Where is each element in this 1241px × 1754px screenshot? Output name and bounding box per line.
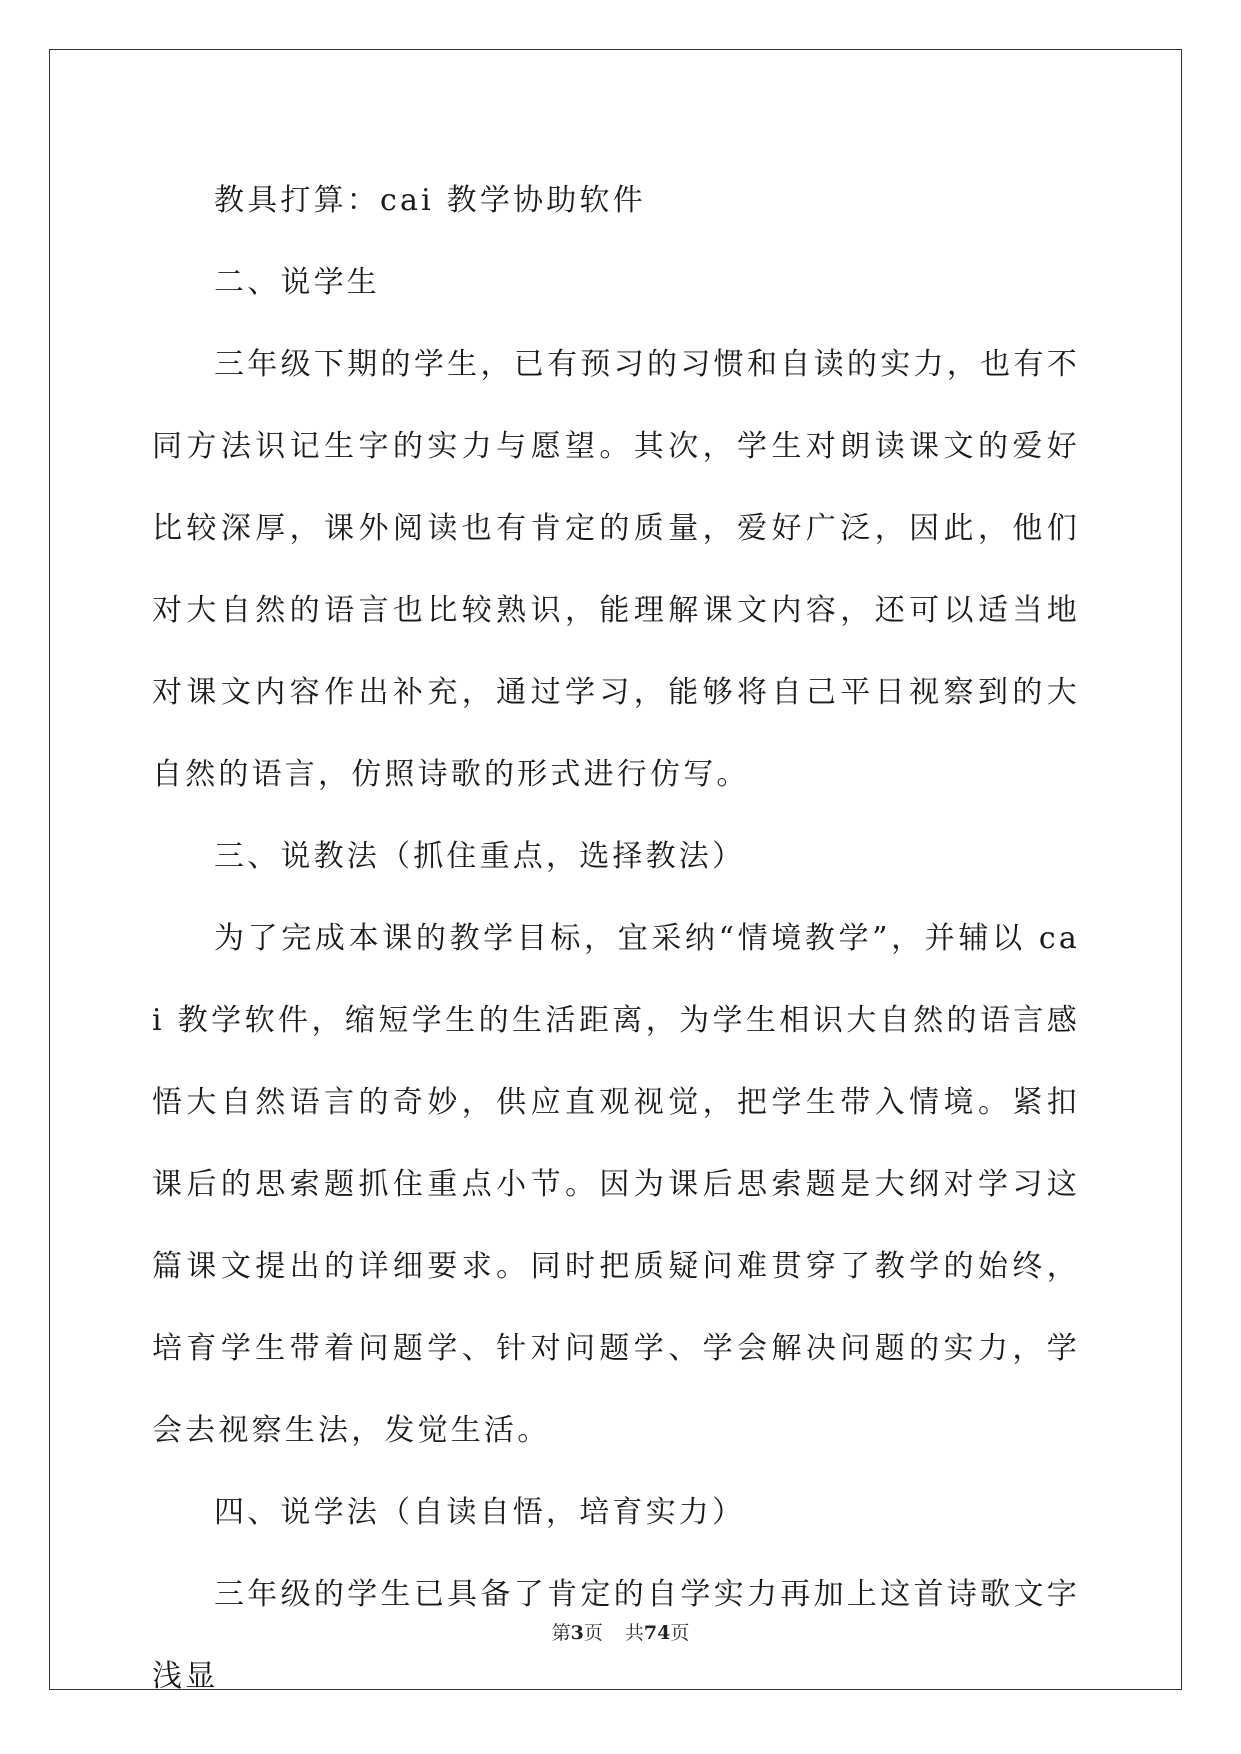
document-body: [152, 160, 1080, 1718]
section-heading-learning-method: 四、说学法（自读自悟，培育实力）: [214, 1495, 746, 1530]
section-heading-teaching-method: 三、说教法（抓住重点，选择教法）: [214, 839, 746, 874]
current-page-number: 3: [570, 1622, 584, 1644]
paragraph-learning-method: 三年级的学生已具备了肯定的自学实力再加上这首诗歌文字浅显: [152, 1577, 1080, 1694]
paragraph-teaching-aids: 教具打算：cai 教学协助软件: [214, 183, 646, 218]
page-footer: [0, 1618, 1241, 1645]
section-heading-students: 二、说学生: [214, 265, 380, 300]
paragraph-teaching-method: 为了完成本课的教学目标，宜采纳“情境教学”，并辅以 cai 教学软件，缩短学生的生活距离，为学生相识大自然的语言感悟大自然语言的奇妙，供应直观视觉，把学生带入情境。紧扣课后的思索题抓住重点小节。因为课后思索题是大纲对学习这篇课文提出的详细要求。同时把质疑问难贯穿了教学的始终，培育学生带着问题学、针对问题学、学会解决问题的实力，学会去视察生法，发觉生活。: [152, 921, 1080, 1448]
paragraph-students: 三年级下期的学生，已有预习的习惯和自读的实力，也有不同方法识记生字的实力与愿望。其次，学生对朗读课文的爱好比较深厚，课外阅读也有肯定的质量，爱好广泛，因此，他们对大自然的语言也比较熟识，能理解课文内容，还可以适当地对课文内容作出补充，通过学习，能够将自己平日视察到的大自然的语言，仿照诗歌的形式进行仿写。: [152, 347, 1080, 792]
footer-total-prefix: 共: [624, 1622, 644, 1644]
total-pages-number: 74: [643, 1622, 671, 1644]
footer-page-suffix: 页: [583, 1622, 603, 1644]
footer-prefix: 第: [551, 1622, 571, 1644]
footer-total-suffix: 页: [670, 1622, 690, 1644]
